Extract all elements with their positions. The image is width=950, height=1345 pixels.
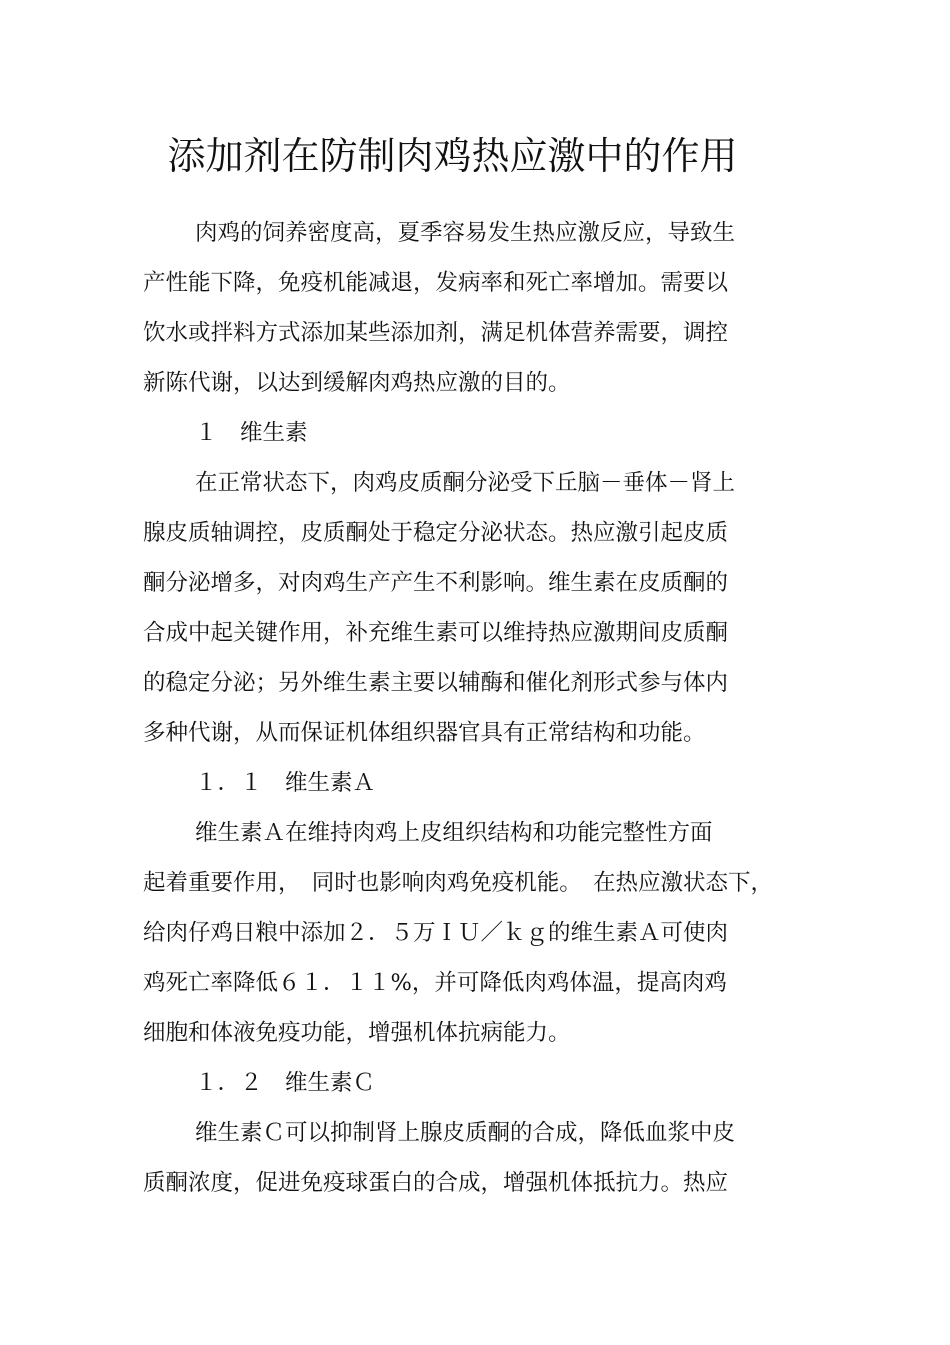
paragraph-line: 在正常状态下，肉鸡皮质酮分泌受下丘脑－垂体－肾上 [195, 470, 736, 496]
paragraph-line: 给肉仔鸡日粮中添加２．５万ＩＵ／ｋｇ的维生素Ａ可使肉 [143, 920, 729, 946]
paragraph-line: 鸡死亡率降低６１．１１%，并可降低肉鸡体温，提高肉鸡 [143, 970, 727, 996]
document-title: 添加剂在防制肉鸡热应激中的作用 [167, 134, 738, 178]
paragraph-line: 维生素Ｃ可以抑制肾上腺皮质酮的合成，降低血浆中皮 [195, 1120, 736, 1146]
paragraph-line: 维生素Ａ在维持肉鸡上皮组织结构和功能完整性方面 [195, 820, 713, 846]
paragraph-line: 起着重要作用， 同时也影响肉鸡免疫机能。 在热应激状态下， [143, 870, 774, 896]
subsection-heading: １．２ 维生素Ｃ [195, 1070, 376, 1096]
paragraph-line: 的稳定分泌；另外维生素主要以辅酶和催化剂形式参与体内 [143, 670, 729, 696]
paragraph-line: 产性能下降，免疫机能减退，发病率和死亡率增加。需要以 [143, 270, 729, 296]
paragraph-line: 腺皮质轴调控，皮质酮处于稳定分泌状态。热应激引起皮质 [143, 520, 729, 546]
subsection-heading: １．１ 维生素Ａ [195, 770, 376, 796]
paragraph-line: 酮分泌增多，对肉鸡生产产生不利影响。维生素在皮质酮的 [143, 570, 729, 596]
section-heading: １ 维生素 [195, 420, 308, 446]
paragraph-line: 质酮浓度，促进免疫球蛋白的合成，增强机体抵抗力。热应 [143, 1170, 729, 1196]
paragraph-line: 肉鸡的饲养密度高，夏季容易发生热应激反应，导致生 [195, 220, 736, 246]
paragraph-line: 饮水或拌料方式添加某些添加剂，满足机体营养需要，调控 [143, 320, 729, 346]
paragraph-line: 多种代谢，从而保证机体组织器官具有正常结构和功能。 [143, 720, 706, 746]
paragraph-line: 合成中起关键作用，补充维生素可以维持热应激期间皮质酮 [143, 620, 729, 646]
paragraph-line: 新陈代谢，以达到缓解肉鸡热应激的目的。 [143, 370, 571, 396]
paragraph-line: 细胞和体液免疫功能，增强机体抗病能力。 [143, 1020, 571, 1046]
